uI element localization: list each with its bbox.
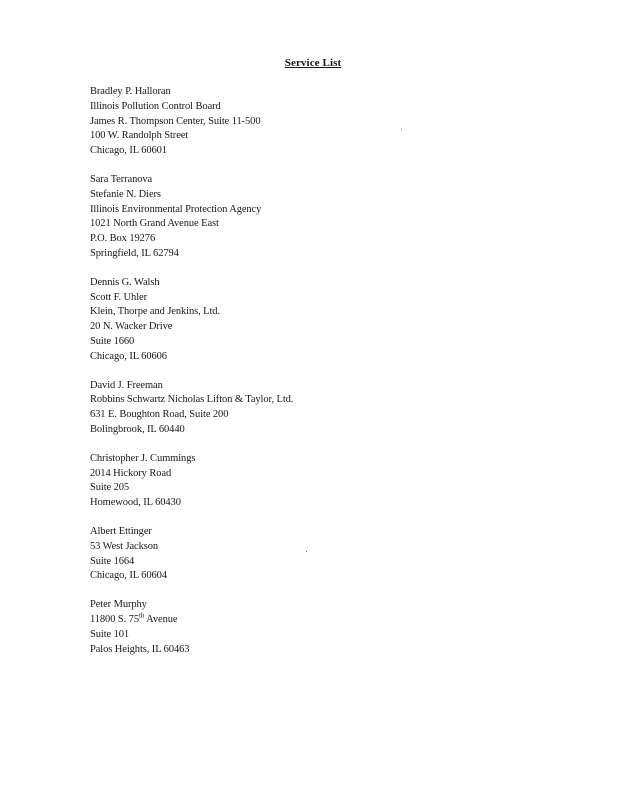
address-line: Robbins Schwartz Nicholas Lifton & Taylor, Ltd. [90, 394, 294, 406]
address-line: 53 West Jackson [90, 540, 159, 552]
service-entry [90, 85, 510, 159]
service-entry [90, 525, 510, 584]
address-line: Suite 205 [90, 482, 130, 494]
scan-speck [306, 551, 307, 552]
recipient-name: Christopher J. Cummings [90, 452, 196, 464]
address-line: 20 N. Wacker Drive [90, 321, 173, 333]
page-title: Service List [284, 57, 342, 69]
service-entry [90, 598, 510, 657]
recipient-name: Peter Murphy [90, 599, 147, 611]
address-line: 1021 North Grand Avenue East [90, 218, 219, 230]
recipient-name: Dennis G. Walsh [90, 276, 160, 288]
address-line-text: 11800 S. 75 [90, 613, 139, 625]
recipient-name: Sara Terranova [90, 173, 153, 185]
service-list [90, 85, 510, 671]
address-line: Suite 1660 [90, 335, 135, 347]
recipient-name: Albert Ettinger [90, 525, 152, 537]
address-line: Suite 101 [90, 628, 130, 640]
address-line: P.O. Box 19276 [90, 233, 156, 245]
service-entry [90, 276, 510, 365]
address-line: 100 W. Randolph Street [90, 130, 189, 142]
address-line: Homewood, IL 60430 [90, 497, 181, 509]
address-line: James R. Thompson Center, Suite 11-500 [90, 115, 261, 127]
address-line-text: Avenue [144, 613, 178, 625]
address-line: Scott F. Uhler [90, 291, 147, 303]
address-line: Stefanie N. Diers [90, 188, 161, 200]
address-line: Suite 1664 [90, 555, 135, 567]
address-line: Chicago, IL 60601 [90, 145, 167, 157]
address-line: 2014 Hickory Road [90, 467, 172, 479]
address-line: 631 E. Boughton Road, Suite 200 [90, 409, 229, 421]
service-entry [90, 173, 510, 262]
address-line: Chicago, IL 60606 [90, 350, 167, 362]
ordinal-suffix: th [138, 611, 145, 620]
scan-speck [401, 129, 402, 130]
recipient-name: Bradley P. Halloran [90, 86, 171, 97]
service-entry [90, 452, 510, 511]
address-line: Springfield, IL 62794 [90, 247, 179, 259]
address-line: Palos Heights, IL 60463 [90, 643, 190, 655]
address-line: Chicago, IL 60604 [90, 570, 167, 582]
address-line: Illinois Pollution Control Board [90, 100, 221, 112]
address-line: Illinois Environmental Protection Agency [90, 203, 262, 215]
address-line: Klein, Thorpe and Jenkins, Ltd. [90, 306, 220, 318]
service-entry [90, 379, 510, 438]
address-line: Bolingbrook, IL 60440 [90, 423, 185, 435]
recipient-name: David J. Freeman [90, 379, 163, 391]
address-line [90, 613, 510, 628]
